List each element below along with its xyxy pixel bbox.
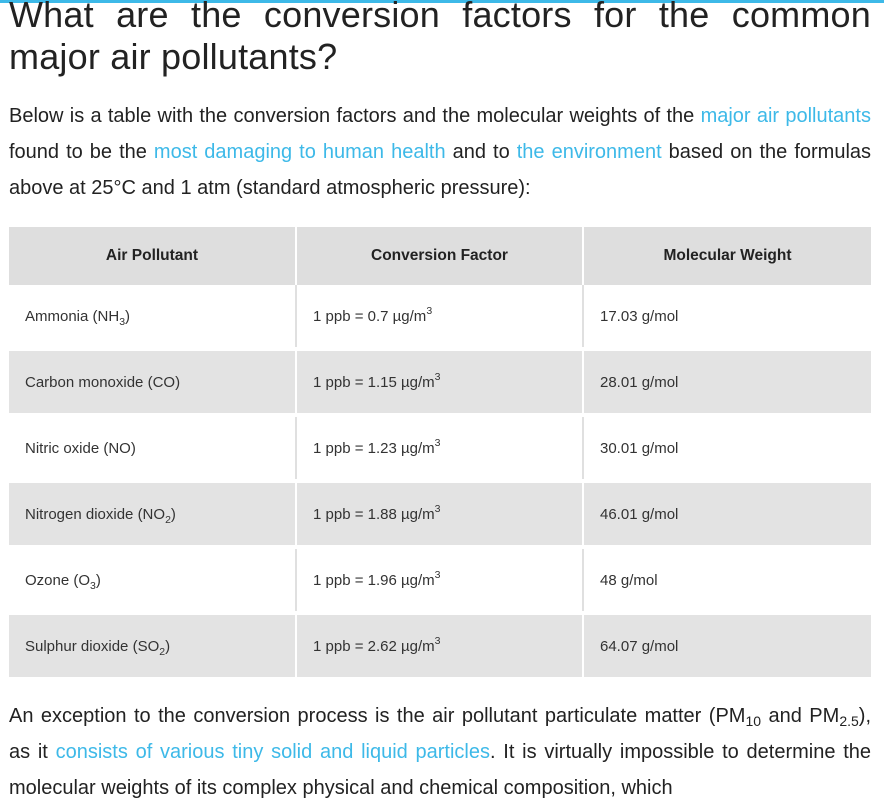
- after-text-1: An exception to the conversion process is the air pollutant particulate matter (PM: [9, 705, 746, 727]
- pollutant-cell: [9, 351, 296, 413]
- conversion-factor-value: 1 ppb = 1.88 µg/m: [313, 505, 435, 523]
- conversion-factor-cell: [296, 615, 583, 677]
- pollutant-name: Ozone (O: [25, 571, 91, 589]
- formula-subscript: 3: [119, 315, 126, 328]
- human-health-link[interactable]: most damaging to human health: [153, 141, 446, 163]
- pollutant-close-paren: ): [165, 637, 171, 655]
- conversion-factor-cell: [296, 351, 583, 413]
- unit-superscript: 3: [434, 634, 441, 647]
- table-row: [9, 483, 871, 545]
- molecular-weight-cell: [583, 351, 871, 413]
- major-air-pollutants-link[interactable]: major air pollutants: [700, 105, 871, 127]
- conversion-factor-value: 1 ppb = 2.62 µg/m: [313, 637, 435, 655]
- table-row: [9, 351, 871, 413]
- particles-link[interactable]: consists of various tiny solid and liquid particles: [55, 741, 490, 763]
- after-text-4: . It is virtually impossible to determine the molecular weights of its complex physical and chemical composition, which: [9, 741, 871, 799]
- pollutant-cell: [9, 483, 296, 545]
- molecular-weight-value: 17.03 g/mol: [600, 307, 679, 325]
- conversion-factor-value: 1 ppb = 1.23 µg/m: [313, 439, 435, 457]
- pollutant-cell: [9, 417, 296, 479]
- formula-subscript: 2: [159, 645, 166, 658]
- intro-text-1: Below is a table with the conversion factors and the molecular weights of the: [9, 105, 701, 127]
- table-row: [9, 549, 871, 611]
- unit-superscript: 3: [434, 370, 441, 383]
- table-header-row: [9, 227, 871, 285]
- intro-text-3: and to: [445, 141, 517, 163]
- pm10-subscript: 10: [745, 713, 762, 729]
- pollutant-close-paren: ): [95, 571, 101, 589]
- molecular-weight-value: 46.01 g/mol: [600, 505, 679, 523]
- pollutant-name: Nitric oxide (NO): [25, 439, 136, 457]
- molecular-weight-cell: [583, 285, 871, 347]
- table-row: [9, 417, 871, 479]
- intro-text-4: based on the formulas above at 25°C and 1 atm (standard atmospheric pressure):: [9, 141, 872, 199]
- intro-text-2: found to be the: [9, 141, 154, 163]
- pollutant-cell: [9, 549, 296, 611]
- after-text-2: and PM: [761, 705, 840, 727]
- pollutant-name: Nitrogen dioxide (NO: [25, 505, 166, 523]
- section-heading: What are the conversion factors for the common major air pollutants?: [9, 0, 871, 77]
- molecular-weight-cell: [583, 417, 871, 479]
- table-body: [9, 285, 871, 677]
- column-header-molecular-weight: Molecular Weight: [583, 227, 871, 285]
- pollutant-close-paren: ): [170, 505, 176, 523]
- unit-superscript: 3: [426, 304, 433, 317]
- column-header-air-pollutant: Air Pollutant: [9, 227, 296, 285]
- pollutant-cell: [9, 285, 296, 347]
- pollutant-name: Carbon monoxide (CO): [25, 373, 181, 391]
- molecular-weight-cell: [583, 615, 871, 677]
- conversion-factors-table: [9, 227, 871, 677]
- molecular-weight-value: 48 g/mol: [600, 571, 658, 589]
- after-text-3: ), as it: [9, 705, 871, 763]
- conversion-factor-value: 1 ppb = 1.15 µg/m: [313, 373, 435, 391]
- molecular-weight-value: 28.01 g/mol: [600, 373, 679, 391]
- unit-superscript: 3: [434, 568, 441, 581]
- molecular-weight-value: 64.07 g/mol: [600, 637, 679, 655]
- unit-superscript: 3: [434, 436, 441, 449]
- molecular-weight-cell: [583, 549, 871, 611]
- column-header-conversion-factor: Conversion Factor: [296, 227, 583, 285]
- pm25-subscript: 2.5: [839, 713, 859, 729]
- conversion-factor-cell: [296, 549, 583, 611]
- intro-paragraph: [9, 98, 871, 206]
- conversion-factor-cell: [296, 285, 583, 347]
- molecular-weight-value: 30.01 g/mol: [600, 439, 679, 457]
- conversion-factor-cell: [296, 417, 583, 479]
- pollutant-close-paren: ): [125, 307, 131, 325]
- conversion-factor-cell: [296, 483, 583, 545]
- table-row: [9, 285, 871, 347]
- formula-subscript: 2: [165, 513, 171, 526]
- pollutant-cell: [9, 615, 296, 677]
- unit-superscript: 3: [434, 502, 441, 515]
- environment-link[interactable]: the environment: [516, 141, 662, 163]
- pollutant-name: Ammonia (NH: [25, 307, 120, 325]
- table-row: [9, 615, 871, 677]
- conversion-factor-value: 1 ppb = 0.7 µg/m: [313, 307, 427, 325]
- pollutant-name: Sulphur dioxide (SO: [25, 637, 160, 655]
- molecular-weight-cell: [583, 483, 871, 545]
- formula-subscript: 3: [90, 579, 96, 592]
- conversion-factor-value: 1 ppb = 1.96 µg/m: [313, 571, 435, 589]
